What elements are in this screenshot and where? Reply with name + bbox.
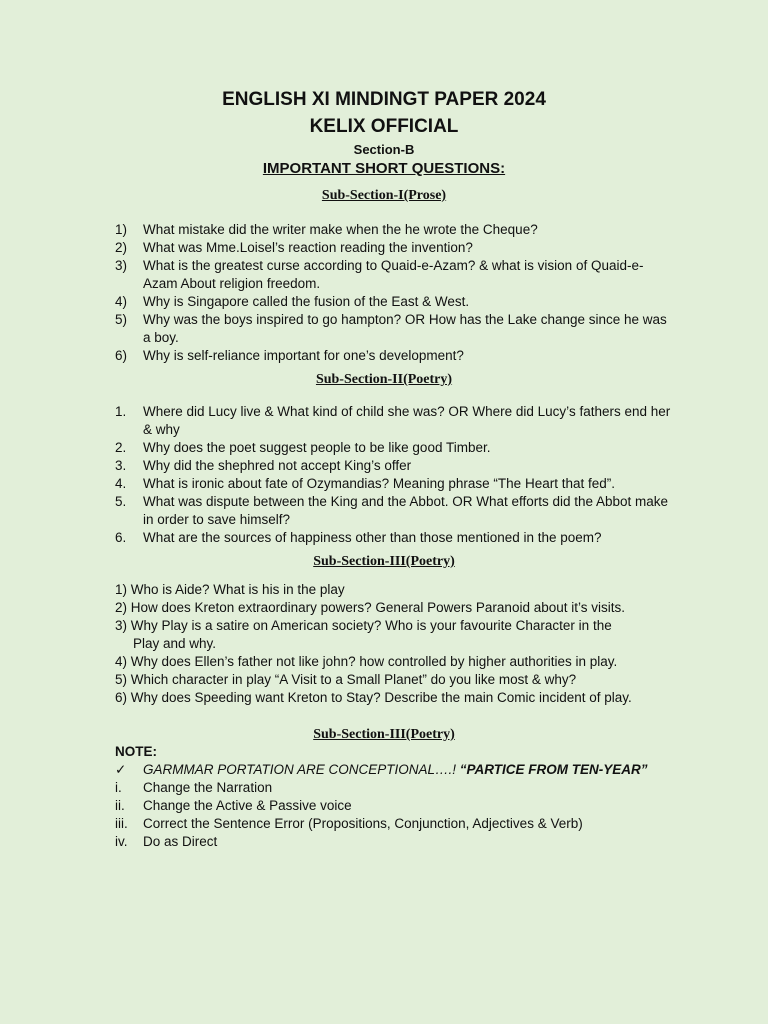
item-text: Change the Active & Passive voice (143, 798, 352, 813)
item-text: What is ironic about fate of Ozymandias? Meaning phrase “The Heart that fed”. (143, 476, 615, 491)
prose-question-list (115, 221, 675, 365)
section-label: Section-B (353, 142, 415, 157)
list-item (115, 311, 675, 347)
important-heading: IMPORTANT SHORT QUESTIONS: (262, 160, 506, 177)
list-item (115, 529, 675, 547)
list-item (115, 239, 675, 257)
list-item (115, 779, 675, 797)
item-text: Correct the Sentence Error (Propositions, Conjunction, Adjectives & Verb) (143, 816, 583, 831)
item-text: Why was the boys inspired to go hampton? OR How has the Lake change since he was a boy. (143, 312, 667, 345)
item-text: 5) Which character in play “A Visit to a Small Planet” do you like most & why? (115, 672, 577, 687)
note-emphasis: “PARTICE FROM TEN-YEAR” (459, 762, 648, 777)
play-question-list (115, 581, 675, 707)
item-number: 4) (115, 294, 128, 309)
grammar-heading: Sub-Section-III(Poetry) (313, 727, 455, 742)
item-number: i. (115, 780, 122, 795)
poetry-question-list (115, 403, 675, 547)
item-text: What was Mme.Loisel’s reaction reading the invention? (143, 240, 473, 255)
item-text: Why did the shephred not accept King’s offer (143, 458, 412, 473)
list-item (115, 689, 675, 707)
play-heading: Sub-Section-III(Poetry) (313, 554, 455, 569)
item-number: 3. (115, 458, 127, 473)
note-text: GARMMAR PORTATION ARE CONCEPTIONAL….! (143, 762, 457, 777)
poetry-heading: Sub-Section-II(Poetry) (315, 372, 453, 387)
list-item (115, 293, 675, 311)
list-item (115, 439, 675, 457)
list-item (115, 815, 675, 833)
list-item (115, 671, 675, 689)
prose-heading: Sub-Section-I(Prose) (321, 188, 447, 203)
list-item (115, 617, 675, 653)
list-item (115, 347, 675, 365)
item-text: What was dispute between the King and the Abbot. OR What efforts did the Abbot make in order to save himself? (143, 494, 669, 527)
list-item (115, 457, 675, 475)
list-item (115, 493, 675, 529)
list-item (115, 403, 675, 439)
item-text: 4) Why does Ellen’s father not like john? how controlled by higher authorities in play. (115, 654, 618, 669)
item-text: Do as Direct (143, 834, 218, 849)
list-item (115, 833, 675, 851)
note-line (115, 761, 735, 779)
item-number: 5) (115, 312, 128, 327)
list-item (115, 599, 675, 617)
note-label: NOTE: (115, 744, 157, 759)
list-item (115, 257, 675, 293)
item-text: Change the Narration (143, 780, 273, 795)
item-text: Where did Lucy live & What kind of child she was? OR Where did Lucy’s fathers end her & why (143, 404, 671, 437)
item-number: 3) (115, 258, 128, 273)
item-number: iii. (115, 816, 128, 831)
paper-title: ENGLISH XI MINDINGT PAPER 2024 (222, 89, 546, 110)
item-number: 1) (115, 222, 128, 237)
item-number: 5. (115, 494, 127, 509)
item-text: Why is Singapore called the fusion of the East & West. (143, 294, 470, 309)
grammar-list (115, 779, 675, 851)
item-text: 1) Who is Aide? What is his in the play (115, 582, 345, 597)
item-text: What are the sources of happiness other than those mentioned in the poem? (143, 530, 602, 545)
item-number: 2. (115, 440, 127, 455)
item-text: Why does the poet suggest people to be like good Timber. (143, 440, 491, 455)
item-number: 6. (115, 530, 127, 545)
item-number: 1. (115, 404, 127, 419)
item-number: 2) (115, 240, 128, 255)
list-item (115, 221, 675, 239)
item-number: ii. (115, 798, 125, 813)
list-item (115, 475, 675, 493)
item-number: 6) (115, 348, 128, 363)
checkmark-icon: ✓ (115, 762, 127, 777)
item-continuation: Play and why. (133, 636, 217, 651)
item-text: 6) Why does Speeding want Kreton to Stay? Describe the main Comic incident of play. (115, 690, 632, 705)
item-text: Why is self-reliance important for one’s development? (143, 348, 464, 363)
list-item (115, 581, 675, 599)
item-text: 2) How does Kreton extraordinary powers? General Powers Paranoid about it’s visits. (115, 600, 626, 615)
list-item (115, 653, 675, 671)
paper-subtitle: KELIX OFFICIAL (309, 116, 459, 137)
item-text: What is the greatest curse according to Quaid-e-Azam? & what is vision of Quaid-e-Azam About religion freedom. (143, 258, 644, 291)
item-number: 4. (115, 476, 127, 491)
item-text: 3) Why Play is a satire on American society? Who is your favourite Character in the (115, 618, 612, 633)
item-number: iv. (115, 834, 128, 849)
list-item (115, 797, 675, 815)
item-text: What mistake did the writer make when the he wrote the Cheque? (143, 222, 538, 237)
